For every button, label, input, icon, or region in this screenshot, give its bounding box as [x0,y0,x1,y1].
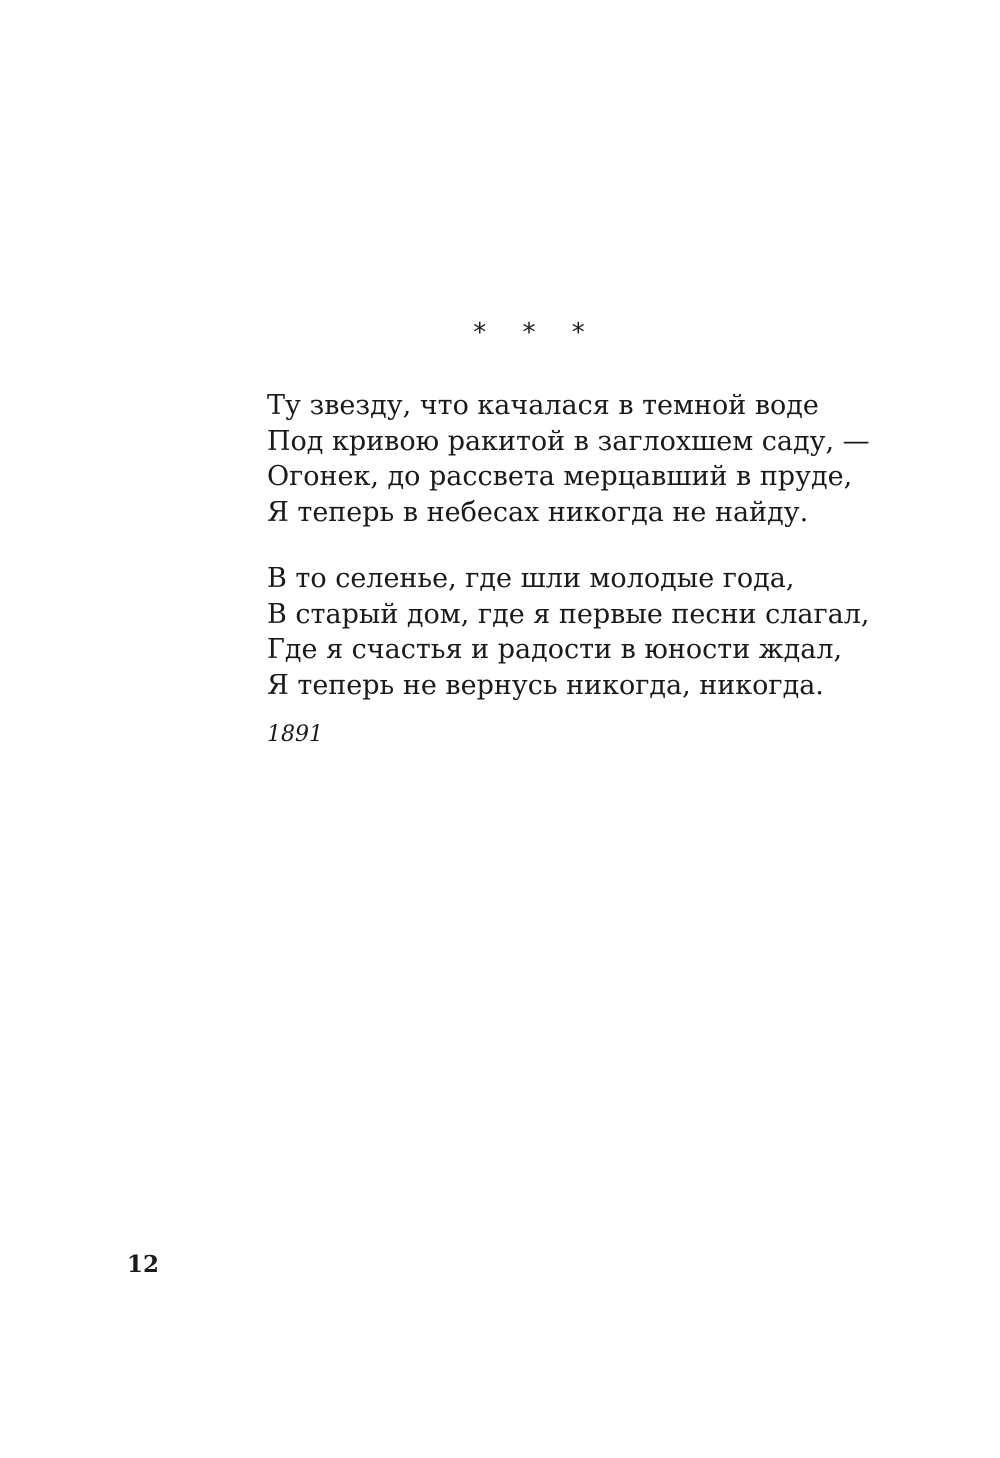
poem-line: Я теперь не вернусь никогда, никогда. [267,669,824,701]
poem-line: Ту звезду, что качалася в темной воде [267,390,819,421]
poem-line: Где я счастья и радости в юности ждал, [267,634,843,665]
poem-line: Под кривою ракитой в заглохшем саду, — [267,425,870,457]
poem-line: В то селенье, где шли молодые года, [267,563,795,594]
page-number: 12 [127,1251,160,1278]
poem-line: В старый дом, где я первые песни слагал, [267,598,870,630]
stanza-1 [267,388,947,530]
poem-line: Огонек, до рассвета мерцавший в пруде, [267,461,853,492]
poem-line: Я теперь в небесах никогда не найду. [267,496,809,528]
stanza-2 [267,561,947,703]
poem [267,388,947,734]
poem-date: 1891 [267,722,323,747]
section-separator: * * * [473,318,599,348]
